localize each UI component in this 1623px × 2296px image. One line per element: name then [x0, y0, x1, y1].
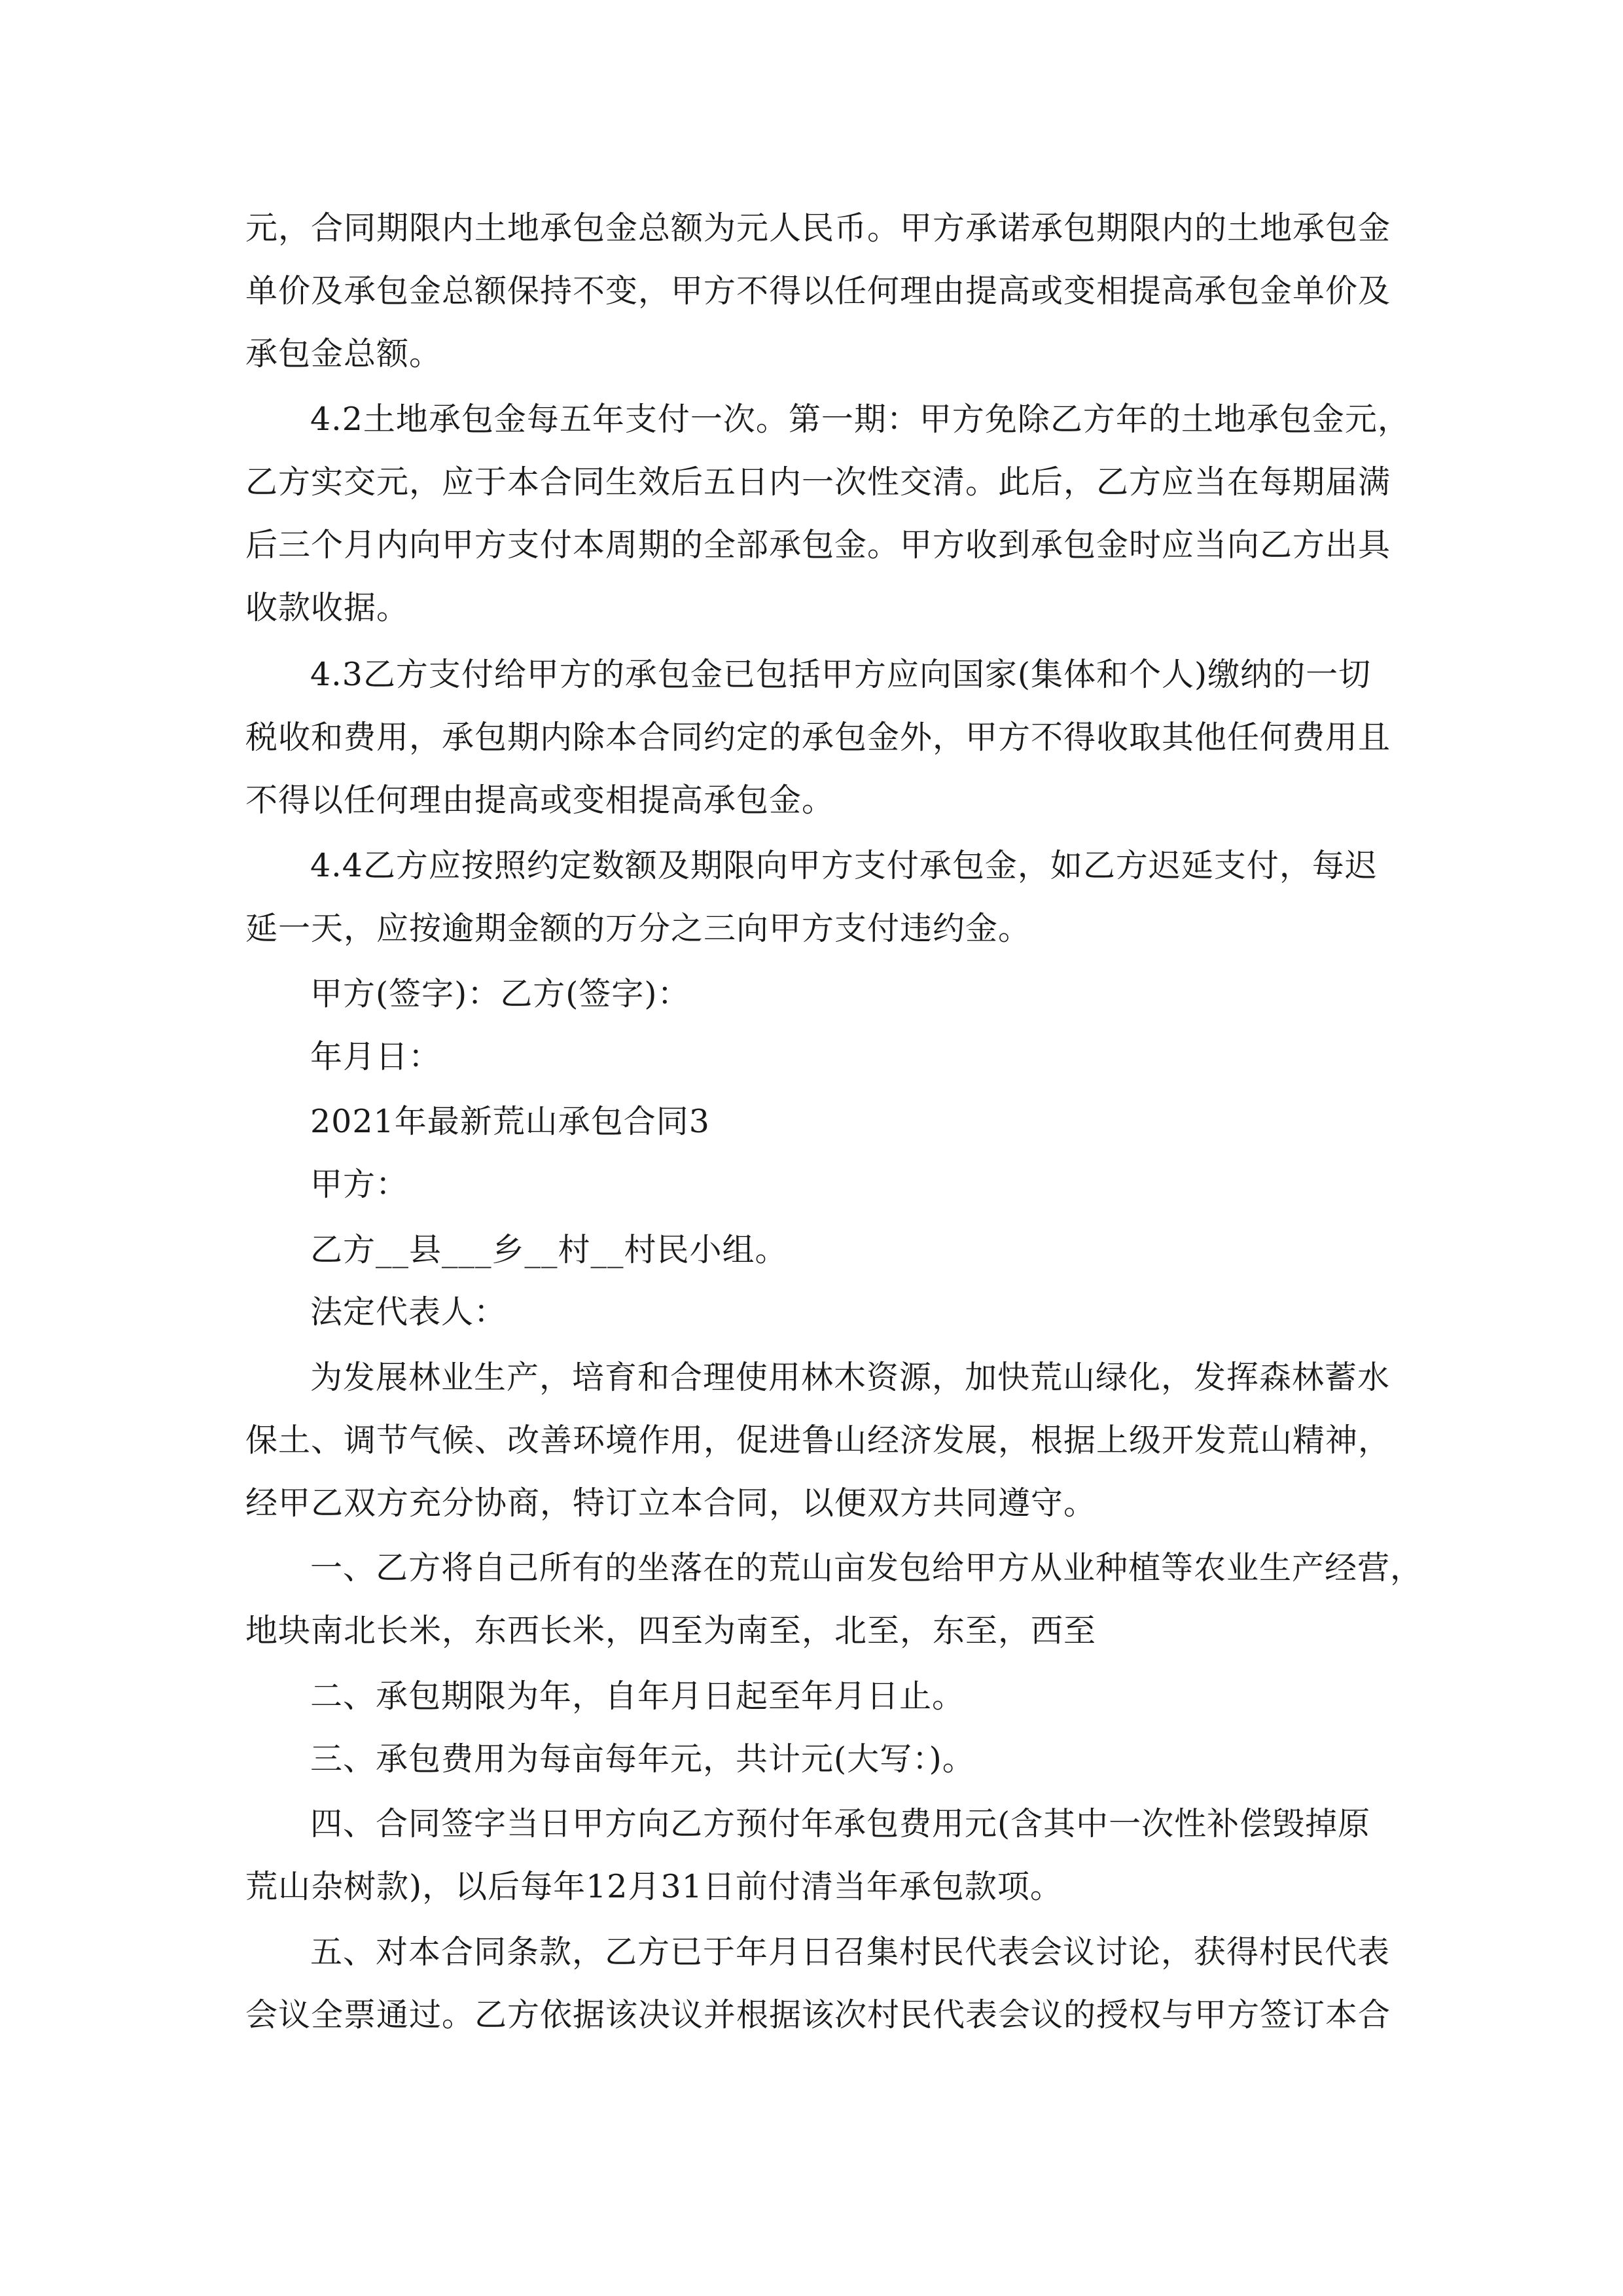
text-line: 经甲乙双方充分协商，特订立本合同，以便双方共同遵守。	[245, 1484, 1097, 1522]
text-line: 甲方：	[310, 1166, 409, 1203]
text-line: 元，合同期限内土地承包金总额为元人民币。甲方承诺承包期限内的土地承包金	[245, 209, 1391, 247]
text-line: 二、承包期限为年，自年月日起至年月日止。	[310, 1677, 965, 1715]
text-line: 乙方__县___乡__村__村民小组。	[310, 1231, 788, 1268]
text-line: 4.2土地承包金每五年支付一次。第一期：甲方免除乙方年的土地承包金元，	[310, 401, 1410, 438]
text-line: 后三个月内向甲方支付本周期的全部承包金。甲方收到承包金时应当向乙方出具	[245, 526, 1391, 564]
text-line: 不得以任何理由提高或变相提高承包金。	[245, 781, 835, 819]
text-line: 法定代表人：	[310, 1293, 507, 1331]
text-line: 为发展林业生产，培育和合理使用林木资源，加快荒山绿化，发挥森林蓄水	[310, 1359, 1391, 1396]
text-line: 一、乙方将自己所有的坐落在的荒山亩发包给甲方从业种植等农业生产经营，	[310, 1549, 1423, 1587]
text-line: 甲方(签字)：乙方(签字)：	[310, 975, 690, 1013]
text-line: 单价及承包金总额保持不变，甲方不得以任何理由提高或变相提高承包金单价及	[245, 272, 1391, 310]
text-line: 会议全票通过。乙方依据该决议并根据该次村民代表会议的授权与甲方签订本合	[245, 1996, 1391, 2034]
text-line: 保土、调节气候、改善环境作用，促进鲁山经济发展，根据上级开发荒山精神，	[245, 1422, 1391, 1459]
text-line: 承包金总额。	[245, 335, 442, 372]
text-line: 4.3乙方支付给甲方的承包金已包括甲方应向国家(集体和个人)缴纳的一切	[310, 656, 1372, 693]
text-line: 三、承包费用为每亩每年元，共计元(大写：)。	[310, 1740, 975, 1778]
text-line: 4.4乙方应按照约定数额及期限向甲方支付承包金，如乙方迟延支付，每迟	[310, 847, 1378, 884]
text-line: 年月日：	[310, 1038, 442, 1075]
text-line: 荒山杂树款)，以后每年12月31日前付清当年承包款项。	[245, 1868, 1063, 1905]
text-line: 延一天，应按逾期金额的万分之三向甲方支付违约金。	[245, 910, 1031, 947]
text-line: 收款收据。	[245, 589, 410, 626]
text-line: 税收和费用，承包期内除本合同约定的承包金外，甲方不得收取其他任何费用且	[245, 719, 1391, 756]
text-line: 五、对本合同条款，乙方已于年月日召集村民代表会议讨论，获得村民代表	[310, 1933, 1391, 1971]
text-line: 四、合同签字当日甲方向乙方预付年承包费用元(含其中一次性补偿毁掉原	[310, 1805, 1371, 1842]
text-line: 乙方实交元，应于本合同生效后五日内一次性交清。此后，乙方应当在每期届满	[245, 463, 1391, 501]
text-line: 地块南北长米，东西长米，四至为南至，北至，东至，西至	[245, 1612, 1097, 1649]
text-line: 2021年最新荒山承包合同3	[310, 1103, 710, 1140]
